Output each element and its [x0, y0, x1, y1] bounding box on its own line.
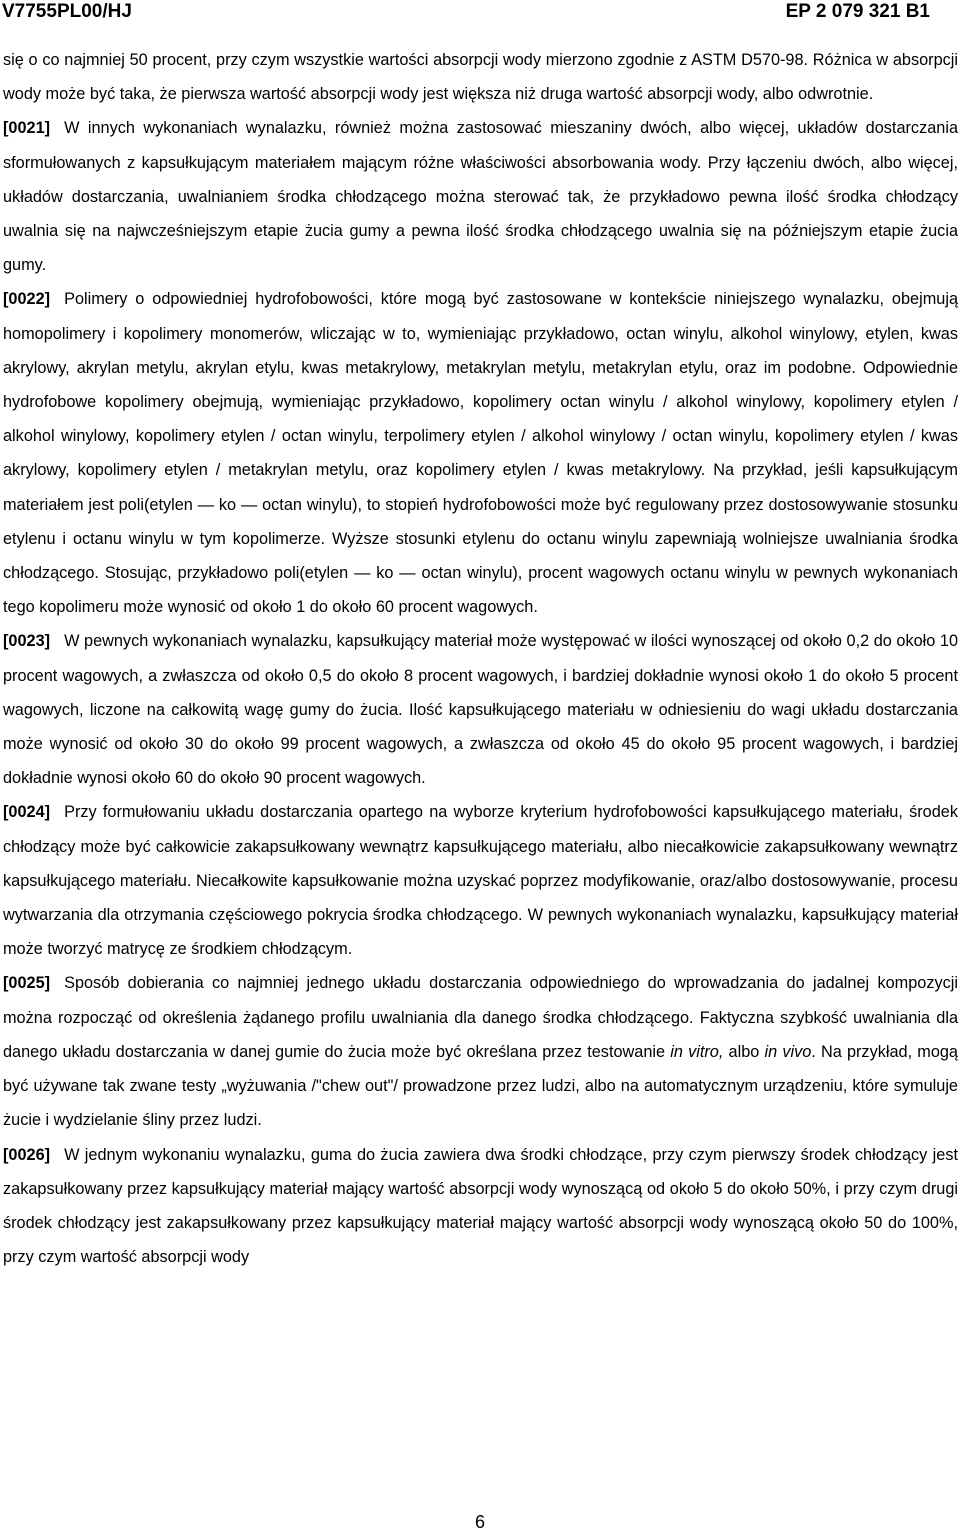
paragraph-0023 — [3, 624, 958, 795]
paragraph-text: Sposób dobierania co najmniej jednego układu dostarczania odpowiedniego do wprowadzania do jadalnej kompozycji można rozpocząć od określenia żądanego profilu uwalniania dla danego środka chłodzącego. Faktyczna szybkość uwalniania dla danego układu dostarczania w danej gumie do żucia może być określana przez testowanie — [3, 974, 958, 1061]
paragraph-0021 — [3, 111, 958, 282]
paragraph-text: albo — [723, 1042, 765, 1061]
paragraph-0022 — [3, 282, 958, 624]
paragraph-number: [0023] — [3, 632, 51, 651]
paragraph-number: [0026] — [3, 1145, 51, 1164]
paragraph-number: [0024] — [3, 803, 51, 822]
paragraph-text: Przy formułowaniu układu dostarczania opartego na wyborze kryterium hydrofobowości kapsułkującego materiału, środek chłodzący może być całkowicie zakapsułkowany wewnątrz kapsułkującego materiału, albo niecałkowicie zakapsułkowany wewnątrz kapsułkującego materiału. Niecałkowite kapsułkowanie można uzyskać poprzez modyfikowanie, oraz/albo dostosowywanie, procesu wytwarzania dla otrzymania częściowego pokrycia środka chłodzącego. W pewnych wykonaniach wynalazku, kapsułkujący materiał może tworzyć matrycę ze środkiem chłodzącym. — [3, 803, 958, 959]
document-body — [3, 43, 958, 1274]
paragraph-number: [0021] — [3, 119, 51, 138]
italic-term: in vitro, — [670, 1042, 724, 1061]
paragraph-number: [0022] — [3, 290, 51, 309]
patent-number: EP 2 079 321 B1 — [785, 1, 930, 22]
document-id: V7755PL00/HJ — [2, 1, 132, 22]
paragraph-text: Polimery o odpowiedniej hydrofobowości, które mogą być zastosowane w kontekście niniejszego wynalazku, obejmują homopolimery i kopolimery monomerów, wliczając w to, wymieniając przykładowo, octan winylu, alkohol winylowy, etylen, kwas akrylowy, akrylan metylu, akrylan etylu, kwas metakrylowy, metakrylan metylu, metakrylan etylu, oraz im podobne. Odpowiednie hydrofobowe kopolimery obejmują, wymieniając przykładowo, kopolimery octan winylu / alkohol winylowy, kopolimery etylen / alkohol winylowy, kopolimery etylen / octan winylu, terpolimery etylen / alkohol winylowy / octan winylu, kopolimery etylen / kwas akrylowy, kopolimery etylen / metakrylan metylu, oraz kopolimery etylen / kwas metakrylowy. Na przykład, jeśli kapsułkującym materiałem jest poli(etylen — ko — octan winylu), to stopień hydrofobowości może być regulowany przez dostosowywanie stosunku etylenu i octanu winylu w tym kopolimerze. Wyższe stosunki etylenu do octanu winylu zapewniają wolniejsze uwalniania środka chłodzącego. Stosując, przykładowo poli(etylen — ko — octan winylu), procent wagowych octanu winylu w pewnych wykonaniach tego kopolimeru może wynosić od około 1 do około 60 procent wagowych. — [3, 290, 958, 617]
page-number: 6 — [474, 1512, 485, 1532]
paragraph-0025 — [3, 966, 958, 1137]
paragraph-number: [0025] — [3, 974, 51, 993]
intro-paragraph: się o co najmniej 50 procent, przy czym wszystkie wartości absorpcji wody mierzono zgodnie z ASTM D570-98. Różnica w absorpcji wody może być taka, że pierwsza wartość absorpcji wody jest większa niż druga wartość absorpcji wody, albo odwrotnie. — [3, 51, 958, 104]
paragraph-0026 — [3, 1138, 958, 1275]
italic-term: in vivo — [764, 1042, 812, 1061]
paragraph-text: . Na przykład, mogą być używane tak zwane testy „wyżuwania /"chew out"/ prowadzone przez ludzi, albo na automatycznym urządzeniu, które symuluje żucie i wydzielanie śliny przez ludzi. — [3, 1042, 958, 1130]
paragraph-0024 — [3, 795, 958, 966]
paragraph-text: W jednym wykonaniu wynalazku, guma do żucia zawiera dwa środki chłodzące, przy czym pierwszy środek chłodzący jest zakapsułkowany przez kapsułkujący materiał mający wartość absorpcji wody wynoszącą od około 5 do około 50%, i przy czym drugi środek chłodzący jest zakapsułkowany przez kapsułkujący materiał mający wartość absorpcji wody wynoszącą około 50 do 100%, przy czym wartość absorpcji wody — [3, 1145, 958, 1267]
paragraph-text: W pewnych wykonaniach wynalazku, kapsułkujący materiał może występować w ilości wynoszącej od około 0,2 do około 10 procent wagowych, a zwłaszcza od około 0,5 do około 8 procent wagowych, i bardziej dokładnie wynosi około 1 do około 5 procent wagowych, liczone na całkowitą wagę gumy do żucia. Ilość kapsułkującego materiału w odniesieniu do wagi układu dostarczania może wynosić od około 30 do około 99 procent wagowych, a zwłaszcza od około 45 do około 95 procent wagowych, i bardziej dokładnie wynosi około 60 do około 90 procent wagowych. — [3, 632, 958, 788]
paragraph-text: W innych wykonaniach wynalazku, również można zastosować mieszaniny dwóch, albo więcej, układów dostarczania sformułowanych z kapsułkującym materiałem mającym różne właściwości absorbowania wody. Przy łączeniu dwóch, albo więcej, układów dostarczania, uwalnianiem środka chłodzącego można sterować tak, że przykładowo pewna ilość środka chłodzący uwalnia się na najwcześniejszym etapie żucia gumy a pewna ilość środka chłodzącego uwalnia się na późniejszym etapie żucia gumy. — [3, 119, 958, 275]
page-header — [0, 0, 960, 26]
